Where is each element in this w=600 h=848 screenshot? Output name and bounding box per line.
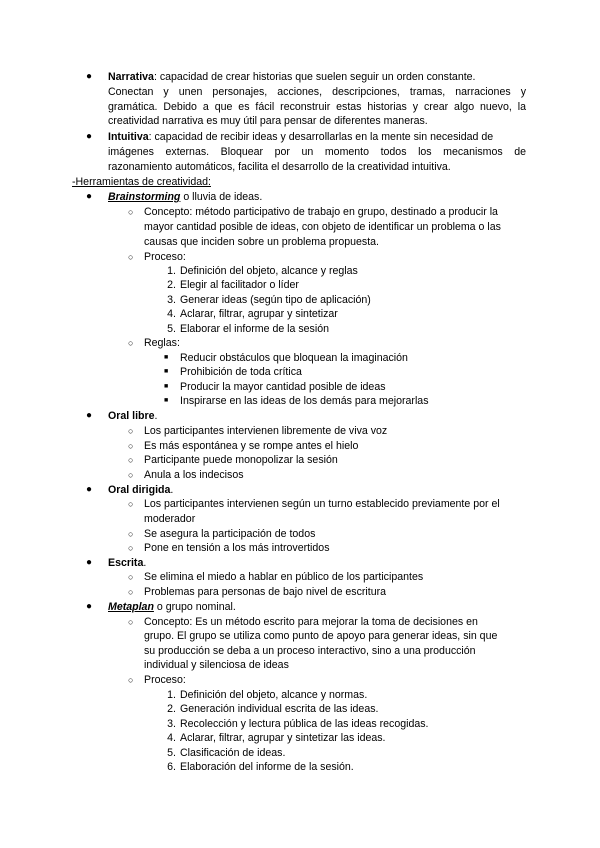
bullet-disc: ●: [86, 601, 93, 612]
process-step: Definición del objeto, alcance y normas.: [180, 689, 368, 701]
brainstorming-term: Brainstorming: [108, 191, 181, 203]
bullet-square: ■: [164, 354, 169, 361]
concept-line: grupo. El grupo se utiliza como punto de apoyo para generar ideas, sin que: [144, 630, 498, 642]
intuitiva-line: imágenes externas. Bloquear por un momento todos los mecanismos de: [108, 146, 526, 158]
list-item: Se asegura la participación de todos: [144, 528, 316, 540]
list-number: 3.: [167, 294, 176, 306]
process-step: Elegir al facilitador o líder: [180, 279, 299, 291]
list-item: Es más espontánea y se rompe antes el hielo: [144, 440, 359, 452]
rule-item: Producir la mayor cantidad posible de ideas: [180, 381, 386, 393]
bullet-circle: ○: [128, 572, 134, 582]
process-label: Proceso:: [144, 251, 186, 263]
process-step: Elaborar el informe de la sesión: [180, 323, 329, 335]
list-item: Problemas para personas de bajo nivel de escritura: [144, 586, 387, 598]
list-number: 1.: [167, 265, 176, 277]
bullet-circle: ○: [128, 207, 134, 217]
bullet-circle: ○: [128, 470, 134, 480]
list-number: 4.: [167, 732, 176, 744]
concept-line: Concepto: método participativo de trabajo en grupo, destinado a producir la: [144, 206, 498, 218]
oral-dirigida-term: Oral dirigida: [108, 484, 171, 496]
bullet-circle: ○: [128, 338, 134, 348]
bullet-circle: ○: [128, 675, 134, 685]
oral-dirigida-title: Oral dirigida.: [108, 484, 174, 496]
rules-label: Reglas:: [144, 337, 180, 349]
list-number: 1.: [167, 689, 176, 701]
concept-line: su producción se deba a un proceso interactivo, sino a una producción: [144, 645, 476, 657]
list-item-continued: moderador: [144, 513, 196, 525]
list-number: 2.: [167, 703, 176, 715]
bullet-circle: ○: [128, 587, 134, 597]
list-number: 3.: [167, 718, 176, 730]
rule-item: Reducir obstáculos que bloquean la imaginación: [180, 352, 408, 364]
rule-item: Prohibición de toda crítica: [180, 366, 302, 378]
intuitiva-item: Intuitiva: capacidad de recibir ideas y desarrollarlas en la mente sin necesidad de: [108, 131, 494, 143]
concept-line: mayor cantidad posible de ideas, con objeto de identificar un problema o las: [144, 221, 501, 233]
metaplan-title: Metaplan o grupo nominal.: [108, 601, 236, 613]
process-step: Elaboración del informe de la sesión.: [180, 761, 354, 773]
escrita-title: Escrita.: [108, 557, 147, 569]
bullet-circle: ○: [128, 543, 134, 553]
process-step: Aclarar, filtrar, agrupar y sintetizar: [180, 308, 338, 320]
list-item: Los participantes intervienen libremente de viva voz: [144, 425, 388, 437]
bullet-disc: ●: [86, 191, 93, 202]
bullet-circle: ○: [128, 529, 134, 539]
intuitiva-line: razonamiento automáticos, facilita el desarrollo de la creatividad intuitiva.: [108, 161, 451, 173]
narrativa-line: creatividad narrativa es muy útil para pensar de diferentes maneras.: [108, 115, 428, 127]
concept-line: Concepto: Es un método escrito para mejorar la toma de decisiones en: [144, 616, 478, 628]
list-item: Anula a los indecisos: [144, 469, 244, 481]
narrativa-line: Conectan y unen personajes, acciones, descripciones, tramas, narraciones y: [108, 86, 526, 98]
list-number: 2.: [167, 279, 176, 291]
concept-line: causas que inciden sobre un problema propuesta.: [144, 236, 379, 248]
bullet-circle: ○: [128, 499, 134, 509]
list-number: 6.: [167, 761, 176, 773]
bullet-disc: ●: [86, 71, 93, 82]
list-number: 5.: [167, 323, 176, 335]
bullet-circle: ○: [128, 441, 134, 451]
process-step: Generar ideas (según tipo de aplicación): [180, 294, 371, 306]
tools-heading: -Herramientas de creatividad:: [72, 176, 211, 188]
bullet-circle: ○: [128, 426, 134, 436]
bullet-circle: ○: [128, 252, 134, 262]
bullet-square: ■: [164, 397, 169, 404]
bullet-disc: ●: [86, 557, 93, 568]
bullet-disc: ●: [86, 131, 93, 142]
list-item: Se elimina el miedo a hablar en público de los participantes: [144, 571, 424, 583]
list-item: Pone en tensión a los más introvertidos: [144, 542, 330, 554]
brainstorming-title: Brainstorming o lluvia de ideas.: [108, 191, 263, 203]
process-label: Proceso:: [144, 674, 186, 686]
intuitiva-term: Intuitiva: [108, 131, 149, 143]
bullet-disc: ●: [86, 484, 93, 495]
process-step: Generación individual escrita de las ideas.: [180, 703, 379, 715]
list-item: Los participantes intervienen según un turno establecido previamente por el: [144, 498, 500, 510]
list-item: Participante puede monopolizar la sesión: [144, 454, 338, 466]
process-step: Recolección y lectura pública de las ideas recogidas.: [180, 718, 429, 730]
bullet-square: ■: [164, 383, 169, 390]
narrativa-line: gramática. Debido a que es fácil reconstruir estas historias y crear algo nuevo, la: [108, 101, 526, 113]
bullet-disc: ●: [86, 410, 93, 421]
process-step: Clasificación de ideas.: [180, 747, 286, 759]
concept-line: individual y silenciosa de ideas: [144, 659, 289, 671]
process-step: Aclarar, filtrar, agrupar y sintetizar las ideas.: [180, 732, 386, 744]
bullet-square: ■: [164, 368, 169, 375]
narrativa-item: Narrativa: capacidad de crear historias que suelen seguir un orden constante.: [108, 71, 476, 83]
list-number: 4.: [167, 308, 176, 320]
rule-item: Inspirarse en las ideas de los demás para mejorarlas: [180, 395, 429, 407]
process-step: Definición del objeto, alcance y reglas: [180, 265, 358, 277]
metaplan-term: Metaplan: [108, 601, 154, 613]
oral-libre-term: Oral libre: [108, 410, 155, 422]
oral-libre-title: Oral libre.: [108, 410, 158, 422]
list-number: 5.: [167, 747, 176, 759]
bullet-circle: ○: [128, 455, 134, 465]
bullet-circle: ○: [128, 617, 134, 627]
narrativa-term: Narrativa: [108, 71, 154, 83]
escrita-term: Escrita: [108, 557, 144, 569]
